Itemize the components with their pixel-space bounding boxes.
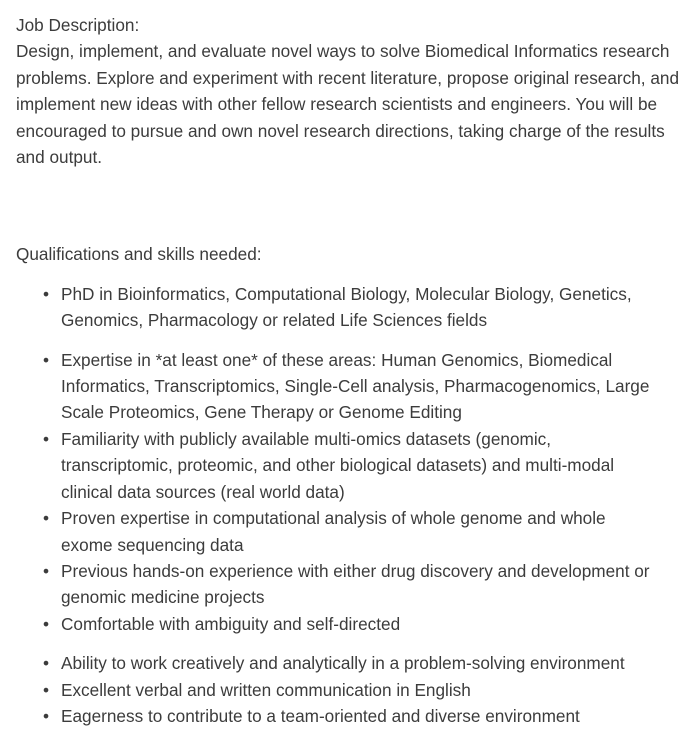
section-spacer [16,170,677,241]
list-item-text: Comfortable with ambiguity and self-directed [61,613,401,634]
job-description-heading: Job Description: [16,15,140,35]
list-item [16,347,651,426]
list-item [16,426,651,505]
list-item [16,611,651,637]
qualifications-section [16,241,677,729]
list-item-text: Excellent verbal and written communication in English [61,679,471,700]
list-item [16,281,651,334]
bullet-icon: • [43,679,50,700]
list-item-text: Proven expertise in computational analysis of whole genome and whole exome sequencing data [61,508,606,555]
job-description-section [16,12,680,170]
list-item [16,505,651,558]
qualifications-list [16,281,677,730]
list-item-text: Ability to work creatively and analytically in a problem-solving environment [61,653,625,674]
qualifications-heading: Qualifications and skills needed: [16,244,262,265]
list-item-text: Eagerness to contribute to a team-oriented and diverse environment [61,705,580,726]
bullet-icon: • [43,283,50,304]
job-description-text: Design, implement, and evaluate novel ways to solve Biomedical Informatics research problems. Explore and experiment with recent literature, propose original research, and implement new ideas with other fellow research scientists and engineers. You will be encouraged to pursue and own novel research directions, taking charge of the results and output. [16,41,680,168]
list-item-text: Familiarity with publicly available multi-omics datasets (genomic, transcriptomic, proteomic, and other biological datasets) and multi-modal clinical data sources (real world data) [61,428,615,502]
bullet-icon: • [43,428,50,449]
bullet-icon: • [43,653,50,674]
bullet-icon: • [43,560,50,581]
list-item-text: PhD in Bioinformatics, Computational Biology, Molecular Biology, Genetics, Genomics, Pharmacology or related Life Sciences fields [61,283,632,331]
list-item-text: Previous hands-on experience with either drug discovery and development or genomic medicine projects [61,560,650,608]
bullet-icon: • [43,349,50,370]
bullet-icon: • [43,508,50,529]
list-item [16,703,651,729]
list-item-text: Expertise in *at least one* of these areas: Human Genomics, Biomedical Informatics, Transcriptomics, Single-Cell analysis, Pharmacogenomics, Large Scale Proteomics, Gene Therapy or Genome Editing [61,349,650,423]
bullet-icon: • [43,705,50,726]
list-item [16,650,651,676]
list-item [16,558,651,611]
list-item [16,677,651,703]
bullet-icon: • [43,613,50,634]
